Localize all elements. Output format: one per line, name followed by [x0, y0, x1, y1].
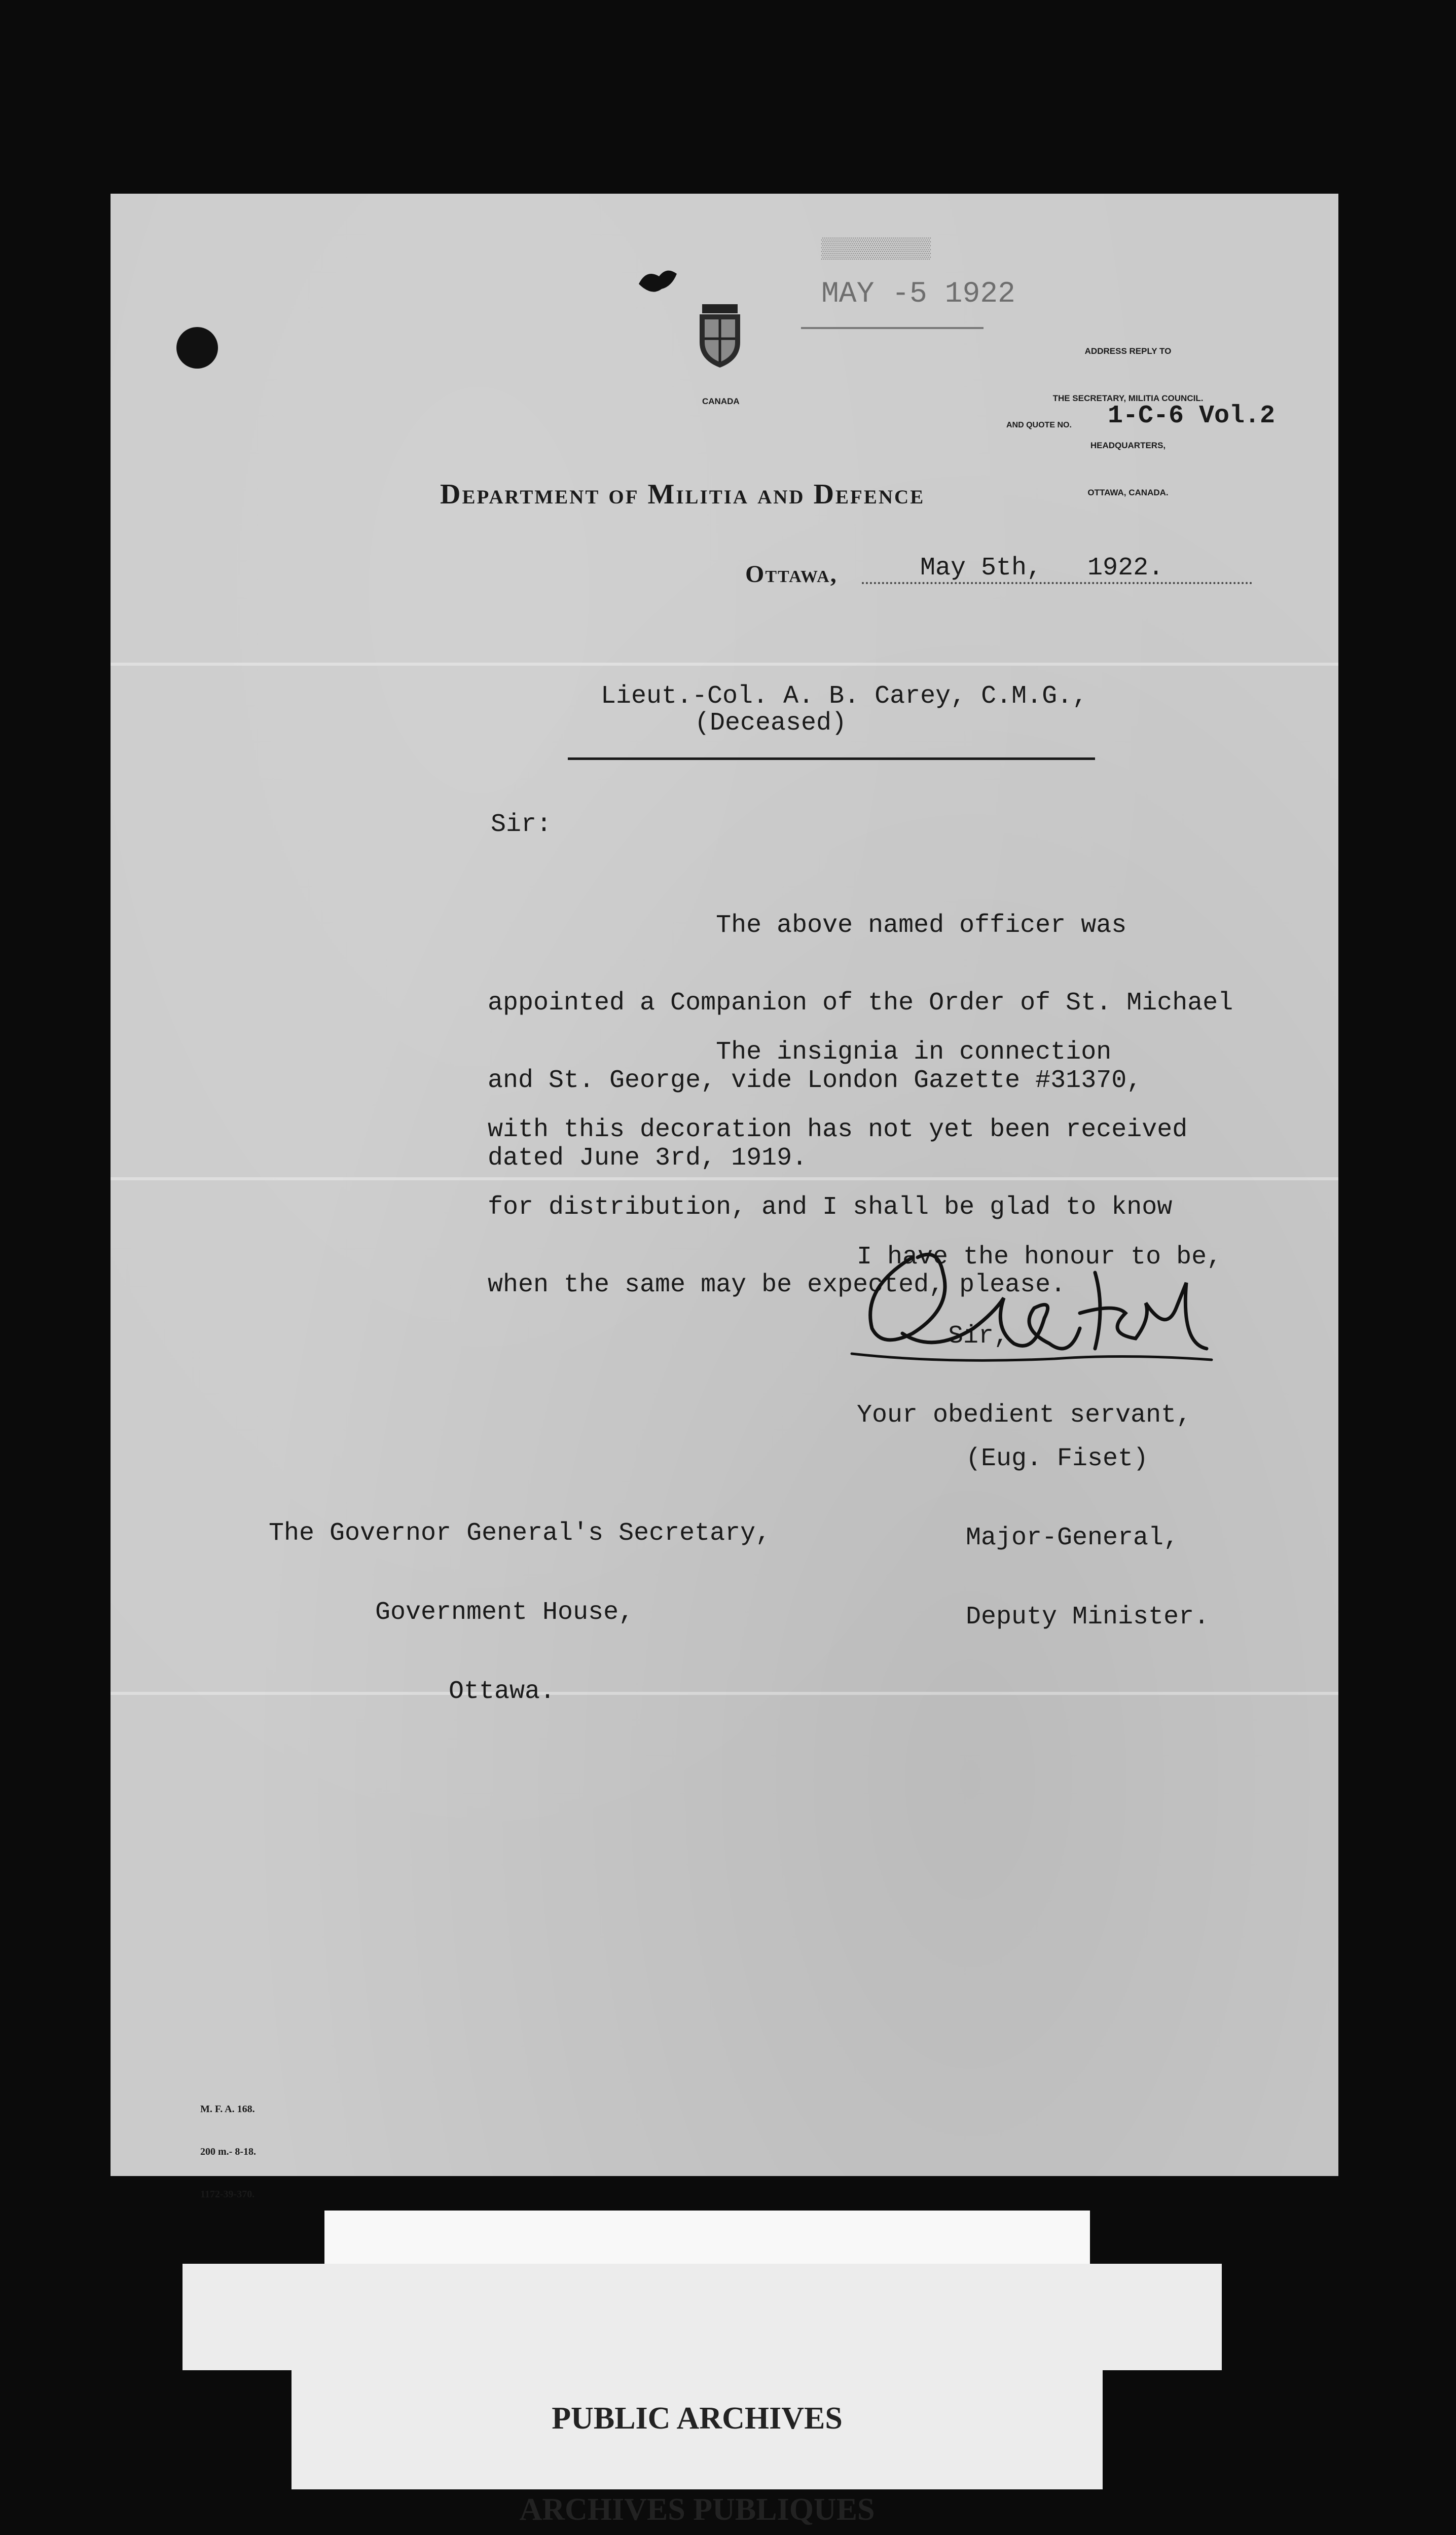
subject-underline	[568, 757, 1095, 760]
body-line: for distribution, and I shall be glad to know	[488, 1193, 1173, 1222]
addressee-line: Ottawa.	[449, 1677, 556, 1706]
dateline-place: Ottawa,	[745, 561, 838, 588]
signer-name: (Eug. Fiset)	[966, 1444, 1149, 1473]
address-line: HEADQUARTERS,	[1090, 441, 1166, 450]
crest-caption: CANADA	[702, 396, 740, 406]
closing-line: Your obedient servant,	[857, 1401, 1192, 1430]
department-title: Department of Militia and Defence	[440, 479, 925, 510]
address-line: THE SECRETARY, MILITIA COUNCIL.	[1052, 393, 1204, 403]
subject-deceased: (Deceased)	[695, 709, 847, 738]
archive-stamp	[292, 2342, 1103, 2535]
form-number	[200, 2074, 256, 2216]
file-number: 1-C-6 Vol.2	[1108, 402, 1276, 430]
handwritten-signature	[842, 1227, 1217, 1394]
body-line: with this decoration has not yet been received	[488, 1115, 1188, 1144]
fold-line	[111, 663, 1338, 666]
body-line: The insignia in connection	[488, 1038, 1112, 1067]
body-line: dated June 3rd, 1919.	[488, 1144, 808, 1173]
dateline-date: May 5th, 1922.	[920, 554, 1164, 583]
form-line: M. F. A. 168.	[200, 2104, 255, 2115]
ink-blot-icon	[636, 264, 682, 299]
signer-title: Deputy Minister.	[966, 1603, 1210, 1632]
body-line: The above named officer was	[488, 911, 1127, 940]
closing-line: I have the honour to be,	[857, 1243, 1222, 1272]
form-line: 1172-39-370.	[200, 2189, 255, 2200]
addressee-line: Government House,	[375, 1598, 634, 1627]
subject-line: Lieut.-Col. A. B. Carey, C.M.G.,	[601, 682, 1088, 711]
body-line: and St. George, vide London Gazette #31370,	[488, 1066, 1142, 1095]
addressee-line: The Governor General's Secretary,	[269, 1519, 771, 1548]
stamp-line: PUBLIC ARCHIVES	[552, 2401, 843, 2436]
address-line: OTTAWA, CANADA.	[1087, 488, 1169, 497]
form-line: 200 m.- 8-18.	[200, 2146, 256, 2157]
stamp-date: MAY -5 1922	[821, 278, 1015, 311]
address-line: ADDRESS REPLY TO	[1084, 346, 1172, 356]
closing-line: Sir,	[857, 1322, 1009, 1351]
body-line: appointed a Companion of the Order of St. Michael	[488, 989, 1233, 1018]
salutation: Sir:	[491, 810, 552, 839]
body-line: when the same may be expected, please.	[488, 1271, 1066, 1299]
canada-crest-icon	[692, 299, 748, 375]
quote-label: AND QUOTE NO.	[1006, 421, 1072, 429]
signer-block	[966, 1393, 1209, 1657]
received-stamp: ▒▒▒▒▒▒▒▒▒ MAY -5 1922	[791, 223, 994, 365]
punch-hole	[176, 327, 218, 369]
addressee-block	[269, 1468, 771, 1731]
signer-rank: Major-General,	[966, 1524, 1179, 1552]
stamp-line: ARCHIVES PUBLIQUES	[519, 2492, 875, 2527]
